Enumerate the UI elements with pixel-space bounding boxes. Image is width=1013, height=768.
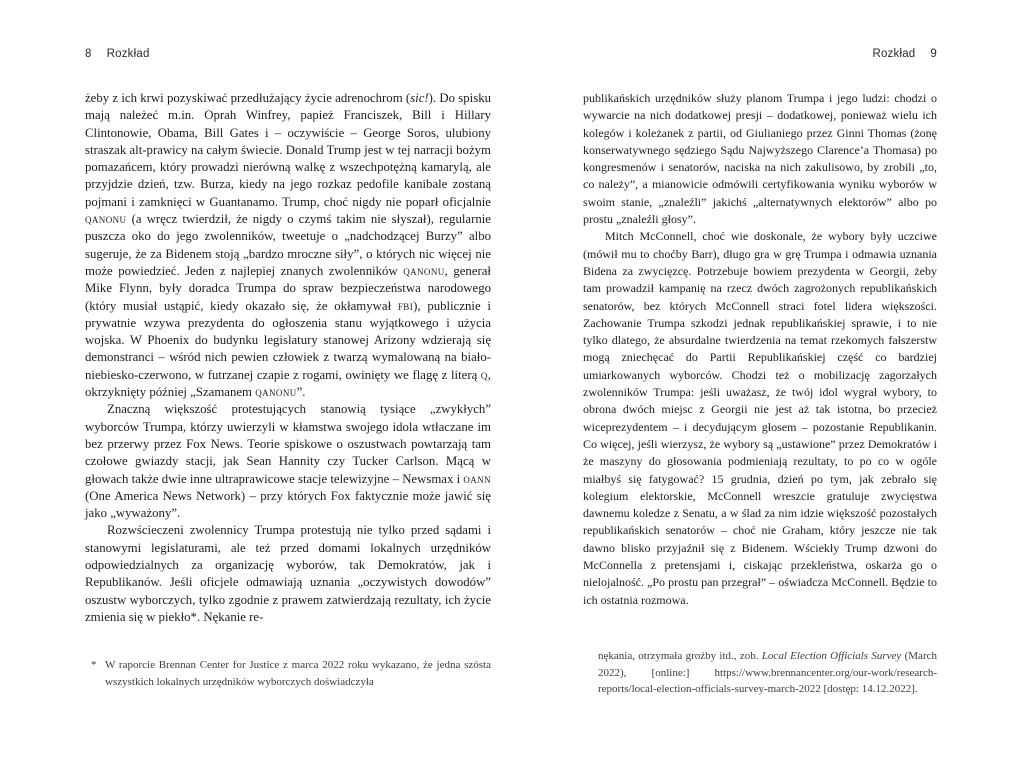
footnote-left <box>85 657 491 690</box>
page-number-left: 8 <box>85 48 92 60</box>
page-header-left <box>85 48 491 61</box>
footnote-marker: * <box>91 659 97 671</box>
body-paragraph: Mitch McConnell, choć wie doskonale, że wybory były uczciwe (mówił mu to choćby Barr), długo gra w grę Trumpa i odmawia uznania Bidena za zwycięzcę. Potrzebuje bowiem prezydenta w Georgii, żeby tam prowadził kampanię na rzecz dwóch zagrożonych republikańskich senatorów, bez których McConnell straci fotel lidera większości. Zachowanie Trumpa szkodzi jednak republikańskiej sprawie, i to nie tylko dlatego, że absurdalne twierdzenia na temat rzekomych fałszerstw mogą zniechęcać do Partii Republikańskiej część co bardziej umiarkowanych wyborców. Chodzi też o mobilizację zagorzałych zwolenników Trumpa: jeśli uważasz, że twój idol wygrał wybory, to obrona dwóch miejsc z Georgii nie jest aż tak istotna, bo przecież wiceprezydentem – i decydującym głosem – pozostanie Republikanin. Co więcej, jeśli wierzysz, że wybory są „ustawione” przez Demokratów i że maszyny do głosowania podmieniają rezultaty, to po co w ogóle miałbyś się fatygować? 15 grudnia, dzień po tym, jak zebrało się kolegium elektorskie, McConnell wreszcie gratuluje zwycięstwa dawnemu koledze z Senatu, a w ślad za nim idzie większość pozostałych republikańskich senatorów – choć nie Graham, który jeszcze nie tak dawno blisko przyjaźnił się z Bidenem. Wściekły Trump dzwoni do McConnella z pretensjami i, ciskając przekleństwa, oskarża go o nielojalność. „Po prostu pan przegrał” – oświadcza McConnell. Będzie to ich ostatnia rozmowa. <box>583 229 937 607</box>
footnote-text: nękania, otrzymała groźby itd., zob. Local Election Officials Survey (March 2022), [online:] https://www.brennancenter.org/our-work/research-reports/local-election-officials-survey-march-2022 [dostęp: 14.12.2022]. <box>598 650 937 695</box>
running-title-right: Rozkład <box>872 48 916 60</box>
page-number-right: 9 <box>930 48 937 60</box>
page-body-left <box>85 90 491 626</box>
body-paragraph: Znaczną większość protestujących stanowią tysiące „zwykłych” wyborców Trumpa, którzy uwierzyli w kłamstwa swojego idola wtłaczane im bez przerwy przez Fox News. Teorie spiskowe o oszustwach powtarzają tam czołowe gwiazdy stacji, jak Sean Hannity czy Tucker Carlson. Mącą w głowach także dwie inne ultraprawicowe stacje telewizyjne – Newsmax i oann (One America News Network) – przy których Fox faktycznie może jawić się jako „wyważony”. <box>85 402 491 521</box>
footnote-text: W raporcie Brennan Center for Justice z marca 2022 roku wykazano, że jedna szósta wszystkich lokalnych urzędników wyborczych doświadczyła <box>105 659 491 688</box>
page-left <box>85 48 491 688</box>
body-paragraph: żeby z ich krwi pozyskiwać przedłużający życie adrenochrom (sic!). Do spisku mają należeć m.in. Oprah Winfrey, papież Franciszek, Bill i Hillary Clintonowie, Obama, Bill Gates i – oczywiście – George Soros, ulubiony straszak alt-prawicy na całym świecie. Donald Trump jest w tej narracji bożym pomazańcem, który prowadzi nierówną walkę z wszechpotężną kamarylą, ale przyjdzie dzień, tzw. Burza, kiedy na jego rozkaz pedofile kanibale zostaną pojmani i zamknięci w Guantanamo. Trump, choć nigdy nie poparł oficjalnie qanonu (a wręcz twierdził, że nigdy o czymś takim nie słyszał), regularnie puszcza oko do jego zwolenników, tweetuje o „nadchodzącej Burzy” albo sugeruje, że za Bidenem stoją „bardzo mroczne siły”, o których nic więcej nie może powiedzieć. Jeden z najlepiej znanych zwolenników qanonu, generał Mike Flynn, były doradca Trumpa do spraw bezpieczeństwa narodowego (który musiał ustąpić, kiedy okazało się, że okłamywał fbi), publicznie i prywatnie wzywa prezydenta do ogłoszenia stanu wyjątkowego i użycia wojska. W Phoenix do budynku legislatury stanowej Arizony wdzierają się demonstranci – wśród nich pewien człowiek z twarzą wymalowaną na biało-niebiesko-czerwono, w futrzanej czapie z rogami, owinięty we flagę z literą q, okrzyknięty później „Szamanem qanonu”. <box>85 91 491 400</box>
page-right <box>583 48 937 695</box>
running-title-left: Rozkład <box>106 48 150 60</box>
page-body-right <box>583 90 937 609</box>
body-paragraph: Rozwścieczeni zwolennicy Trumpa protestują nie tylko przed sądami i stanowymi legislaturami, ale też przed domami lokalnych urzędników odpowiedzialnych za organizację wyborów, tak Demokratów, jak i Republikanów. Jeśli oficjele odmawiają uznania „oczywistych dowodów” oszustw wyborczych, tylko zgodnie z prawem zatwierdzają rezultaty, ich życie zmienia się w piekło*. Nękanie re- <box>85 523 491 624</box>
page-header-right <box>583 48 937 61</box>
footnote-right <box>583 648 937 698</box>
body-paragraph: publikańskich urzędników służy planom Trumpa i jego ludzi: chodzi o wywarcie na nich dodatkowej presji – dodatkowej, ponieważ wielu ich kolegów i koleżanek z partii, od Giulianiego przez Ginni Thomas (żonę konserwatywnego sędziego Sądu Najwyższego Clarence’a Thomasa) po kongresmenów i senatorów, naciska na nich zakulisowo, by zrobili „to, co należy”, a mianowicie odmówili certyfikowania wyniku wyborów w swoim stanie, „znaleźli” jakichś „alternatywnych elektorów” albo po prostu „znaleźli głosy”. <box>583 91 937 227</box>
